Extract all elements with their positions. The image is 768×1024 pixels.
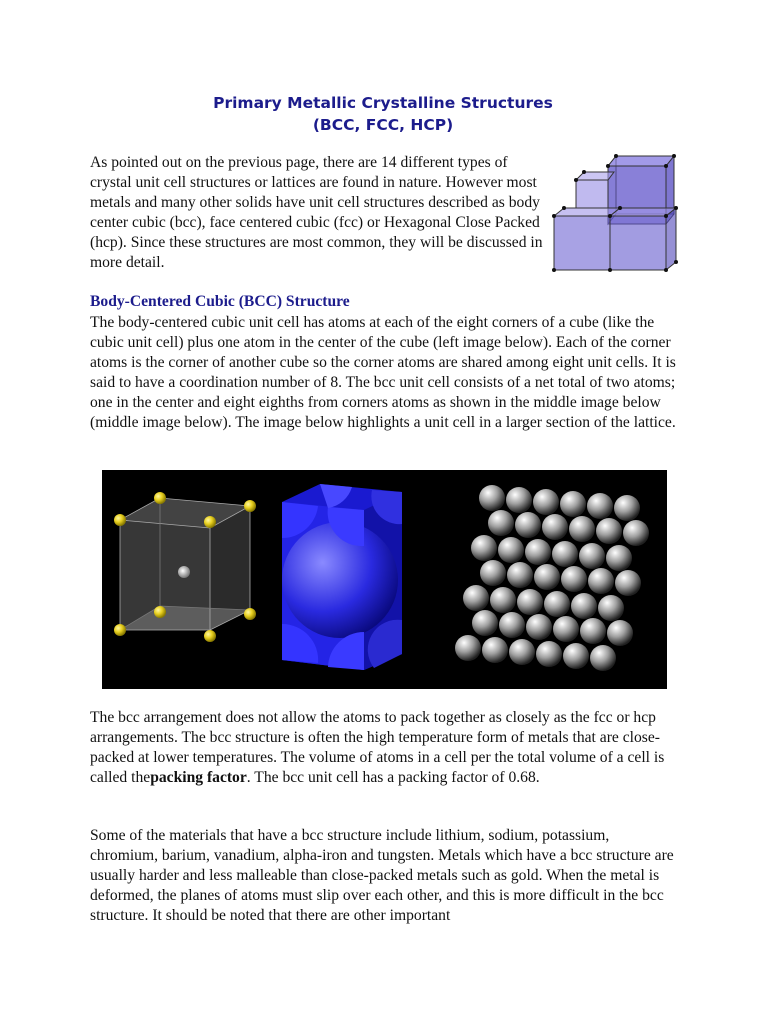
title-line-1: Primary Metallic Crystalline Structures	[213, 94, 553, 112]
lattice-sphere	[479, 485, 505, 511]
lattice-sphere	[569, 516, 595, 542]
lattice-sphere	[533, 489, 559, 515]
title-line-2: (BCC, FCC, HCP)	[312, 116, 454, 134]
lattice-sphere	[615, 570, 641, 596]
lattice-sphere	[563, 643, 589, 669]
lattice-sphere	[623, 520, 649, 546]
bcc-lattice-spheres-image	[455, 485, 649, 671]
packing-factor-paragraph	[90, 708, 686, 788]
lattice-sphere	[579, 543, 605, 569]
lattice-sphere	[472, 610, 498, 636]
intro-paragraph: As pointed out on the previous page, there are 14 different types of crystal unit cell structures or lattices are found in nature. However most metals and many other solids have unit cell structures described as body center cubic (bcc), face centered cubic (fcc) or Hexagonal Close Packed (hcp). Since these structures are most common, they will be discussed in more detail.	[90, 154, 543, 271]
lattice-sphere	[587, 493, 613, 519]
lattice-sphere	[490, 587, 516, 613]
lattice-sphere	[463, 585, 489, 611]
lattice-sphere	[571, 593, 597, 619]
lattice-sphere	[588, 568, 614, 594]
lattice-sphere	[561, 566, 587, 592]
lattice-sphere	[607, 620, 633, 646]
lattice-sphere	[606, 545, 632, 571]
lattice-sphere	[552, 541, 578, 567]
lattice-sphere	[488, 510, 514, 536]
lattice-sphere	[614, 495, 640, 521]
page-title	[90, 92, 676, 136]
lattice-sphere	[506, 487, 532, 513]
packing-text-before: The bcc arrangement does not allow the atoms to pack together as closely as the fcc or hcp arrangements. The bcc structure is often the high temperature form of metals that are close-packed at lower temperatures. The volume of atoms in a cell per the total volume of a cell is called the	[90, 709, 665, 786]
bcc-section-heading: Body-Centered Cubic (BCC) Structure	[90, 293, 350, 310]
lattice-sphere	[509, 639, 535, 665]
lattice-sphere	[455, 635, 481, 661]
lattice-sphere	[526, 614, 552, 640]
lattice-sphere	[471, 535, 497, 561]
lattice-sphere	[515, 512, 541, 538]
lattice-sphere	[482, 637, 508, 663]
lattice-sphere	[517, 589, 543, 615]
lattice-sphere	[598, 595, 624, 621]
packing-factor-term: packing factor	[150, 769, 247, 786]
lattice-sphere	[499, 612, 525, 638]
lattice-sphere	[542, 514, 568, 540]
bcc-materials-paragraph: Some of the materials that have a bcc structure include lithium, sodium, potassium, chromium, barium, vanadium, alpha-iron and tungsten. Metals which have a bcc structure are usually harder and less malleable than close-packed metals such as gold. When the metal is deformed, the planes of atoms must slip over each other, and this is more difficult in the bcc structure. It should be noted that there are other important	[90, 827, 674, 924]
lattice-sphere	[536, 641, 562, 667]
bcc-description-paragraph: The body-centered cubic unit cell has atoms at each of the eight corners of a cube (like the cubic unit cell) plus one atom in the center of the cube (left image below). Each of the corner atoms is the corner of another cube so the corner atoms are shared among eight unit cells. It is said to have a coordination number of 8. The bcc unit cell consists of a net total of two atoms; one in the center and eight eighths from corners atoms as shown in the middle image below (middle image below). The image below highlights a unit cell in a larger section of the lattice.	[90, 314, 676, 431]
bcc-corner-atoms-image	[114, 492, 256, 642]
lattice-sphere	[544, 591, 570, 617]
lattice-sphere	[480, 560, 506, 586]
packing-text-after: . The bcc unit cell has a packing factor of 0.68.	[246, 769, 540, 786]
lattice-sphere	[507, 562, 533, 588]
lattice-sphere	[498, 537, 524, 563]
lattice-sphere	[596, 518, 622, 544]
cubic-lattice-illustration	[546, 152, 680, 274]
lattice-sphere	[590, 645, 616, 671]
lattice-sphere	[534, 564, 560, 590]
lattice-sphere	[525, 539, 551, 565]
lattice-sphere	[580, 618, 606, 644]
bcc-image-strip	[102, 470, 667, 689]
lattice-sphere	[560, 491, 586, 517]
lattice-sphere	[553, 616, 579, 642]
bcc-unit-cell-sphere-image	[282, 484, 402, 670]
